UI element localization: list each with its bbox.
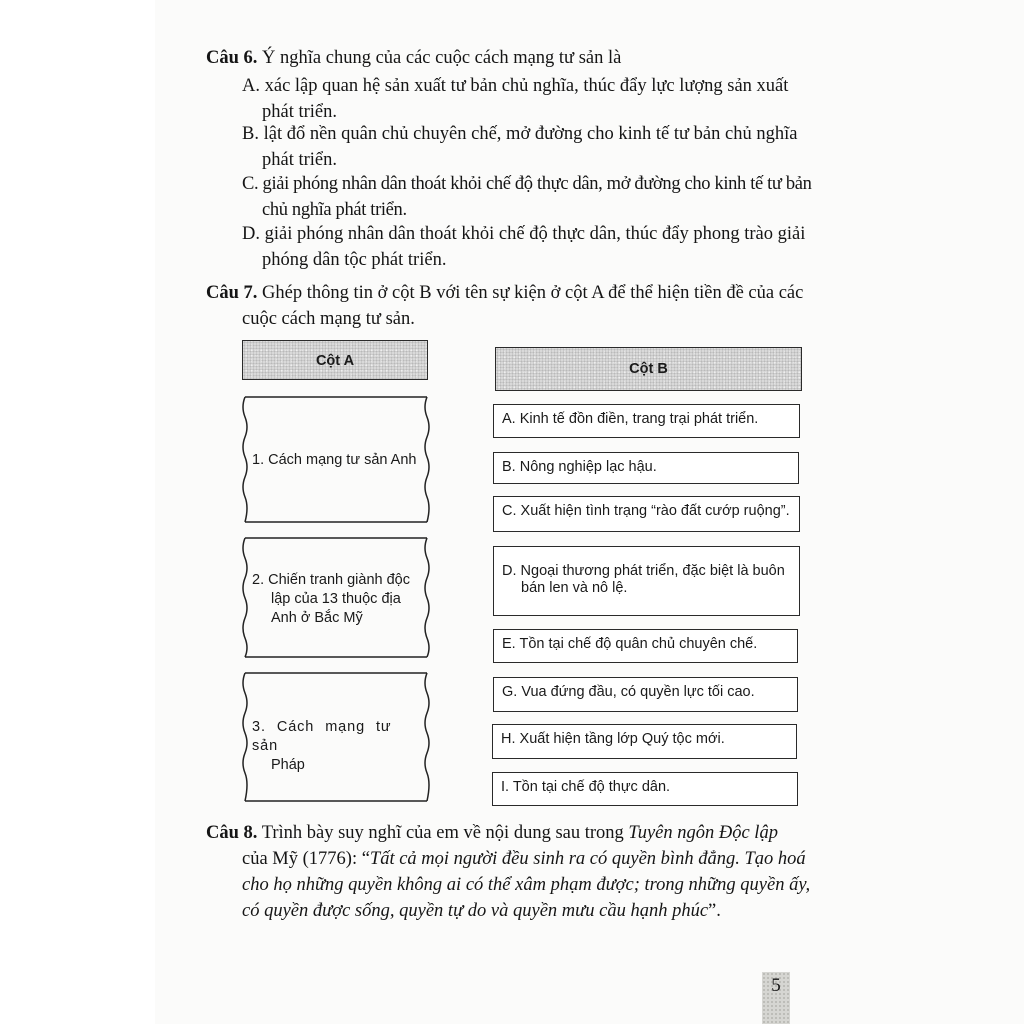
col-a-header-text: Cột A xyxy=(315,353,355,369)
col-a-item-1-line1: 1. Cách mạng tư sản Anh xyxy=(252,452,417,468)
q6-option-a-line1: A. xác lập quan hệ sản xuất tư bản chủ nghĩa, thúc đẩy lực lượng sản xuất xyxy=(242,76,789,96)
q6-option-c xyxy=(242,171,812,223)
col-b-header-text: Cột B xyxy=(629,361,668,377)
col-a-item-2 xyxy=(241,537,431,658)
col-b-item-a-line1: A. Kinh tế đồn điền, trang trại phát triển. xyxy=(502,411,759,427)
col-a-header xyxy=(242,340,428,380)
q6-option-c-line2: chủ nghĩa phát triển. xyxy=(262,200,407,220)
q6-option-a-line2: phát triển. xyxy=(262,102,338,122)
col-b-item-b-line1: B. Nông nghiệp lạc hậu. xyxy=(502,459,657,475)
q8-line2-plain: của Mỹ (1776): “ xyxy=(242,849,370,869)
page-number xyxy=(762,972,790,1024)
q8-line4-end: ”. xyxy=(708,901,721,921)
q6-option-d xyxy=(242,221,812,273)
q7-stem-line1: Ghép thông tin ở cột B với tên sự kiện ở cột A để thể hiện tiền đề của các xyxy=(257,283,804,303)
col-b-item-h-line1: H. Xuất hiện tầng lớp Quý tộc mới. xyxy=(501,731,725,747)
col-a-item-2-text xyxy=(252,571,428,628)
q8-label: Câu 8. xyxy=(206,823,258,843)
q6-option-d-line2: phóng dân tộc phát triển. xyxy=(262,250,447,270)
col-a-item-1 xyxy=(241,396,431,523)
q6-label: Câu 6. xyxy=(206,48,258,68)
col-b-item-c-line1: C. Xuất hiện tình trạng “rào đất cướp ruộng”. xyxy=(502,503,790,519)
col-b-item-b xyxy=(493,452,799,484)
q6-option-a xyxy=(242,73,812,125)
q7-label: Câu 7. xyxy=(206,283,258,303)
q8-line1-plain: Trình bày suy nghĩ của em về nội dung sau trong xyxy=(257,823,629,843)
q8-line2-italic: Tất cả mọi người đều sinh ra có quyền bình đẳng. Tạo hoá xyxy=(369,849,806,869)
q8-text xyxy=(206,820,816,924)
col-b-item-a xyxy=(493,404,800,438)
col-a-item-3-text xyxy=(252,718,422,775)
q7-stem-line2: cuộc cách mạng tư sản. xyxy=(242,309,415,329)
col-b-item-d-line2: bán len và nô lệ. xyxy=(521,580,628,596)
col-a-item-3-line2: Pháp xyxy=(271,757,305,773)
col-b-item-h xyxy=(492,724,797,759)
q8-line1-italic: Tuyên ngôn Độc lập xyxy=(628,823,778,843)
q6-stem xyxy=(206,45,806,71)
q6-option-b-line2: phát triển. xyxy=(262,150,338,170)
col-b-item-g-line1: G. Vua đứng đầu, có quyền lực tối cao. xyxy=(502,684,755,700)
page-number-text: 5 xyxy=(771,975,781,996)
col-a-item-2-line2: lập của 13 thuộc địa xyxy=(271,591,401,607)
col-b-item-i-line1: I. Tồn tại chế độ thực dân. xyxy=(501,779,671,795)
col-b-item-d xyxy=(493,546,800,616)
q6-option-b-line1: B. lật đổ nền quân chủ chuyên chế, mở đường cho kinh tế tư bản chủ nghĩa xyxy=(242,124,798,144)
col-b-item-e xyxy=(493,629,798,663)
col-b-item-i xyxy=(492,772,798,806)
col-b-item-g xyxy=(493,677,798,712)
q6-option-c-line1: C. giải phóng nhân dân thoát khỏi chế độ thực dân, mở đường cho kinh tế tư bản xyxy=(242,174,812,194)
q8-line3: cho họ những quyền không ai có thể xâm phạm được; trong những quyền ấy, xyxy=(242,875,811,895)
q6-option-d-line1: D. giải phóng nhân dân thoát khỏi chế độ thực dân, thúc đẩy phong trào giải xyxy=(242,224,806,244)
q6-option-b xyxy=(242,121,812,173)
col-a-item-3-line1: 3. Cách mạng tư sản xyxy=(252,719,392,754)
col-b-header xyxy=(495,347,802,391)
q8-line4-italic: có quyền được sống, quyền tự do và quyền mưu cầu hạnh phúc xyxy=(242,901,709,921)
col-b-item-d-line1: D. Ngoại thương phát triển, đặc biệt là buôn xyxy=(502,563,785,579)
q6-stem-text: Ý nghĩa chung của các cuộc cách mạng tư sản là xyxy=(257,48,622,68)
col-a-item-2-line1: 2. Chiến tranh giành độc xyxy=(252,572,410,588)
col-a-item-2-line3: Anh ở Bắc Mỹ xyxy=(271,610,363,626)
col-b-item-e-line1: E. Tồn tại chế độ quân chủ chuyên chế. xyxy=(502,636,758,652)
q7-stem xyxy=(206,280,816,332)
col-a-item-3 xyxy=(241,672,431,802)
col-a-item-1-text xyxy=(252,452,424,468)
col-b-item-c xyxy=(493,496,800,532)
